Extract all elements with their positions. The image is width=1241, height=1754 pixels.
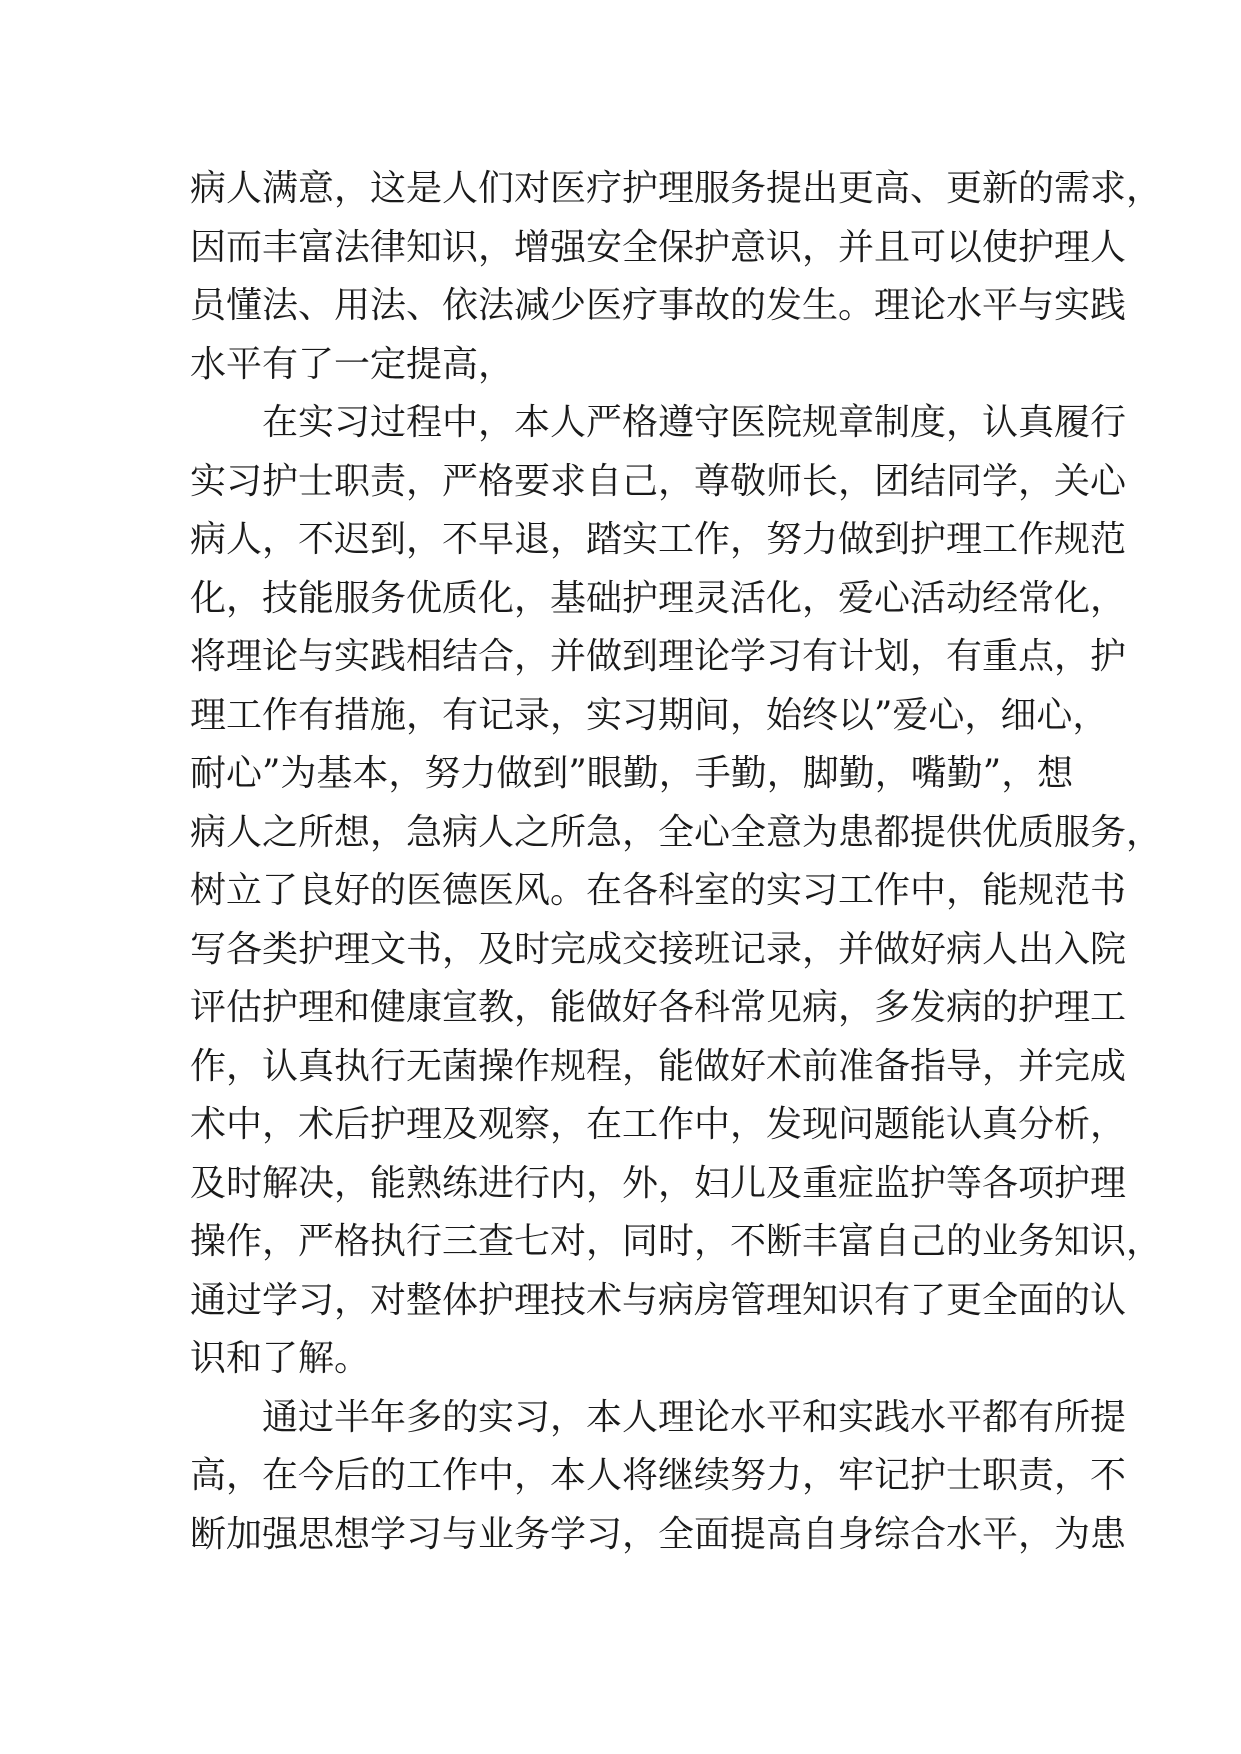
- text-line: 及时解决，能熟练进行内，外，妇儿及重症监护等各项护理: [190, 1162, 1127, 1204]
- text-line: 耐心”为基本，努力做到”眼勤，手勤，脚勤，嘴勤”，想: [190, 753, 1074, 794]
- text-line: 员懂法、用法、依法减少医疗事故的发生。理论水平与实践: [190, 285, 1127, 326]
- text-line: 病人之所想，急病人之所急，全心全意为患都提供优质服务，: [190, 811, 1163, 853]
- text-line: 化，技能服务优质化，基础护理灵活化，爱心活动经常化，: [190, 577, 1127, 619]
- text-line-paragraph-end: 水平有了一定提高，: [190, 343, 515, 385]
- text-line: 病人满意，这是人们对医疗护理服务提出更高、更新的需求，: [190, 168, 1163, 209]
- text-line: 写各类护理文书，及时完成交接班记录，并做好病人出入院: [190, 928, 1127, 970]
- text-line: 作，认真执行无菌操作规程，能做好术前准备指导，并完成: [190, 1045, 1127, 1087]
- text-line: 断加强思想学习与业务学习，全面提高自身综合水平，为患: [190, 1513, 1127, 1555]
- text-line: 术中，术后护理及观察，在工作中，发现问题能认真分析，: [190, 1104, 1127, 1145]
- text-line: 高，在今后的工作中，本人将继续努力，牢记护士职责，不: [190, 1455, 1127, 1496]
- text-line: 理工作有措施，有记录，实习期间，始终以”爱心，细心，: [190, 694, 1109, 736]
- document-body: [190, 160, 1163, 1564]
- text-line: 将理论与实践相结合，并做到理论学习有计划，有重点，护: [190, 636, 1127, 677]
- text-line: 通过学习，对整体护理技术与病房管理知识有了更全面的认: [190, 1279, 1127, 1321]
- text-line: 实习护士职责，严格要求自己，尊敬师长，团结同学，关心: [190, 460, 1127, 502]
- text-line-paragraph-end: 识和了解。: [190, 1338, 371, 1379]
- text-line: 评估护理和健康宣教，能做好各科常见病，多发病的护理工: [190, 987, 1127, 1028]
- text-line: 操作，严格执行三查七对，同时，不断丰富自己的业务知识，: [190, 1221, 1163, 1262]
- text-line: 病人，不迟到，不早退，踏实工作，努力做到护理工作规范: [190, 519, 1127, 560]
- paragraph-first-line: 通过半年多的实习，本人理论水平和实践水平都有所提: [262, 1396, 1127, 1438]
- text-line: 树立了良好的医德医风。在各科室的实习工作中，能规范书: [190, 870, 1127, 911]
- text-line: 因而丰富法律知识，增强安全保护意识，并且可以使护理人: [190, 226, 1127, 268]
- paragraph-first-line: 在实习过程中，本人严格遵守医院规章制度，认真履行: [262, 402, 1127, 443]
